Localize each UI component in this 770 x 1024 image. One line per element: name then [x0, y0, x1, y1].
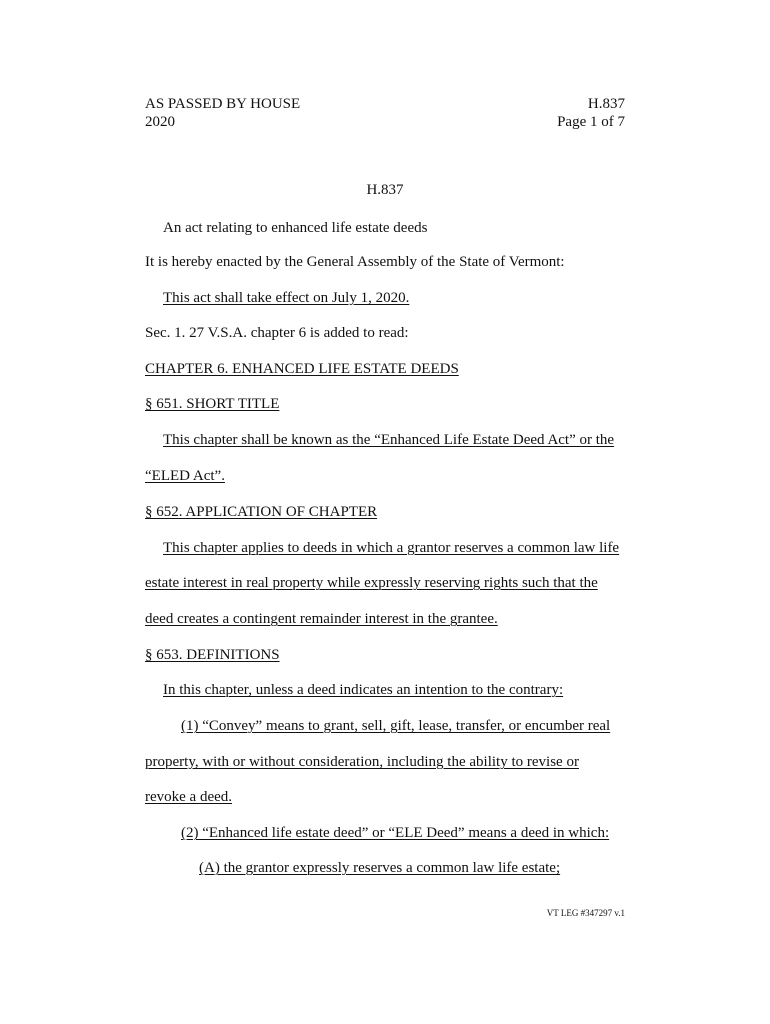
footer-version: VT LEG #347297 v.1	[546, 908, 625, 918]
section-651-text-line: This chapter shall be known as the “Enhanced Life Estate Deed Act” or the	[163, 432, 615, 448]
section-652-text-line: This chapter applies to deeds in which a grantor reserves a common law life	[163, 540, 620, 556]
header-year-line: 2020	[145, 114, 175, 130]
bill-title: H.837	[366, 182, 404, 198]
enacting-clause: It is hereby enacted by the General Assembly of the State of Vermont:	[145, 254, 565, 270]
section-651-text-line: “ELED Act”.	[145, 468, 225, 484]
effective-date: This act shall take effect on July 1, 2020.	[163, 290, 410, 306]
definition-2-line: (2) “Enhanced life estate deed” or “ELE Deed” means a deed in which:	[181, 825, 610, 841]
section-1: Sec. 1. 27 V.S.A. chapter 6 is added to read:	[145, 325, 409, 341]
section-653-heading: § 653. DEFINITIONS	[145, 647, 280, 663]
header-page-number: Page 1 of 7	[557, 114, 625, 130]
section-653-intro: In this chapter, unless a deed indicates an intention to the contrary:	[163, 682, 564, 698]
definition-1-line: revoke a deed.	[145, 789, 233, 805]
definition-1-line: (1) “Convey” means to grant, sell, gift, lease, transfer, or encumber real	[181, 718, 611, 734]
definition-2a-line: (A) the grantor expressly reserves a common law life estate;	[199, 860, 561, 876]
section-652-text-line: deed creates a contingent remainder interest in the grantee.	[145, 611, 498, 627]
section-652-text-line: estate interest in real property while expressly reserving rights such that the	[145, 575, 598, 591]
definition-1-line: property, with or without consideration, including the ability to revise or	[145, 754, 579, 770]
chapter-heading: CHAPTER 6. ENHANCED LIFE ESTATE DEEDS	[145, 361, 459, 377]
header-bill-info	[557, 95, 625, 131]
act-title: An act relating to enhanced life estate deeds	[163, 220, 428, 236]
header-status-line: AS PASSED BY HOUSE	[145, 96, 301, 112]
section-652-heading: § 652. APPLICATION OF CHAPTER	[145, 504, 378, 520]
section-651-heading: § 651. SHORT TITLE	[145, 396, 280, 412]
header-status	[145, 95, 300, 131]
header-bill-number: H.837	[587, 96, 625, 112]
